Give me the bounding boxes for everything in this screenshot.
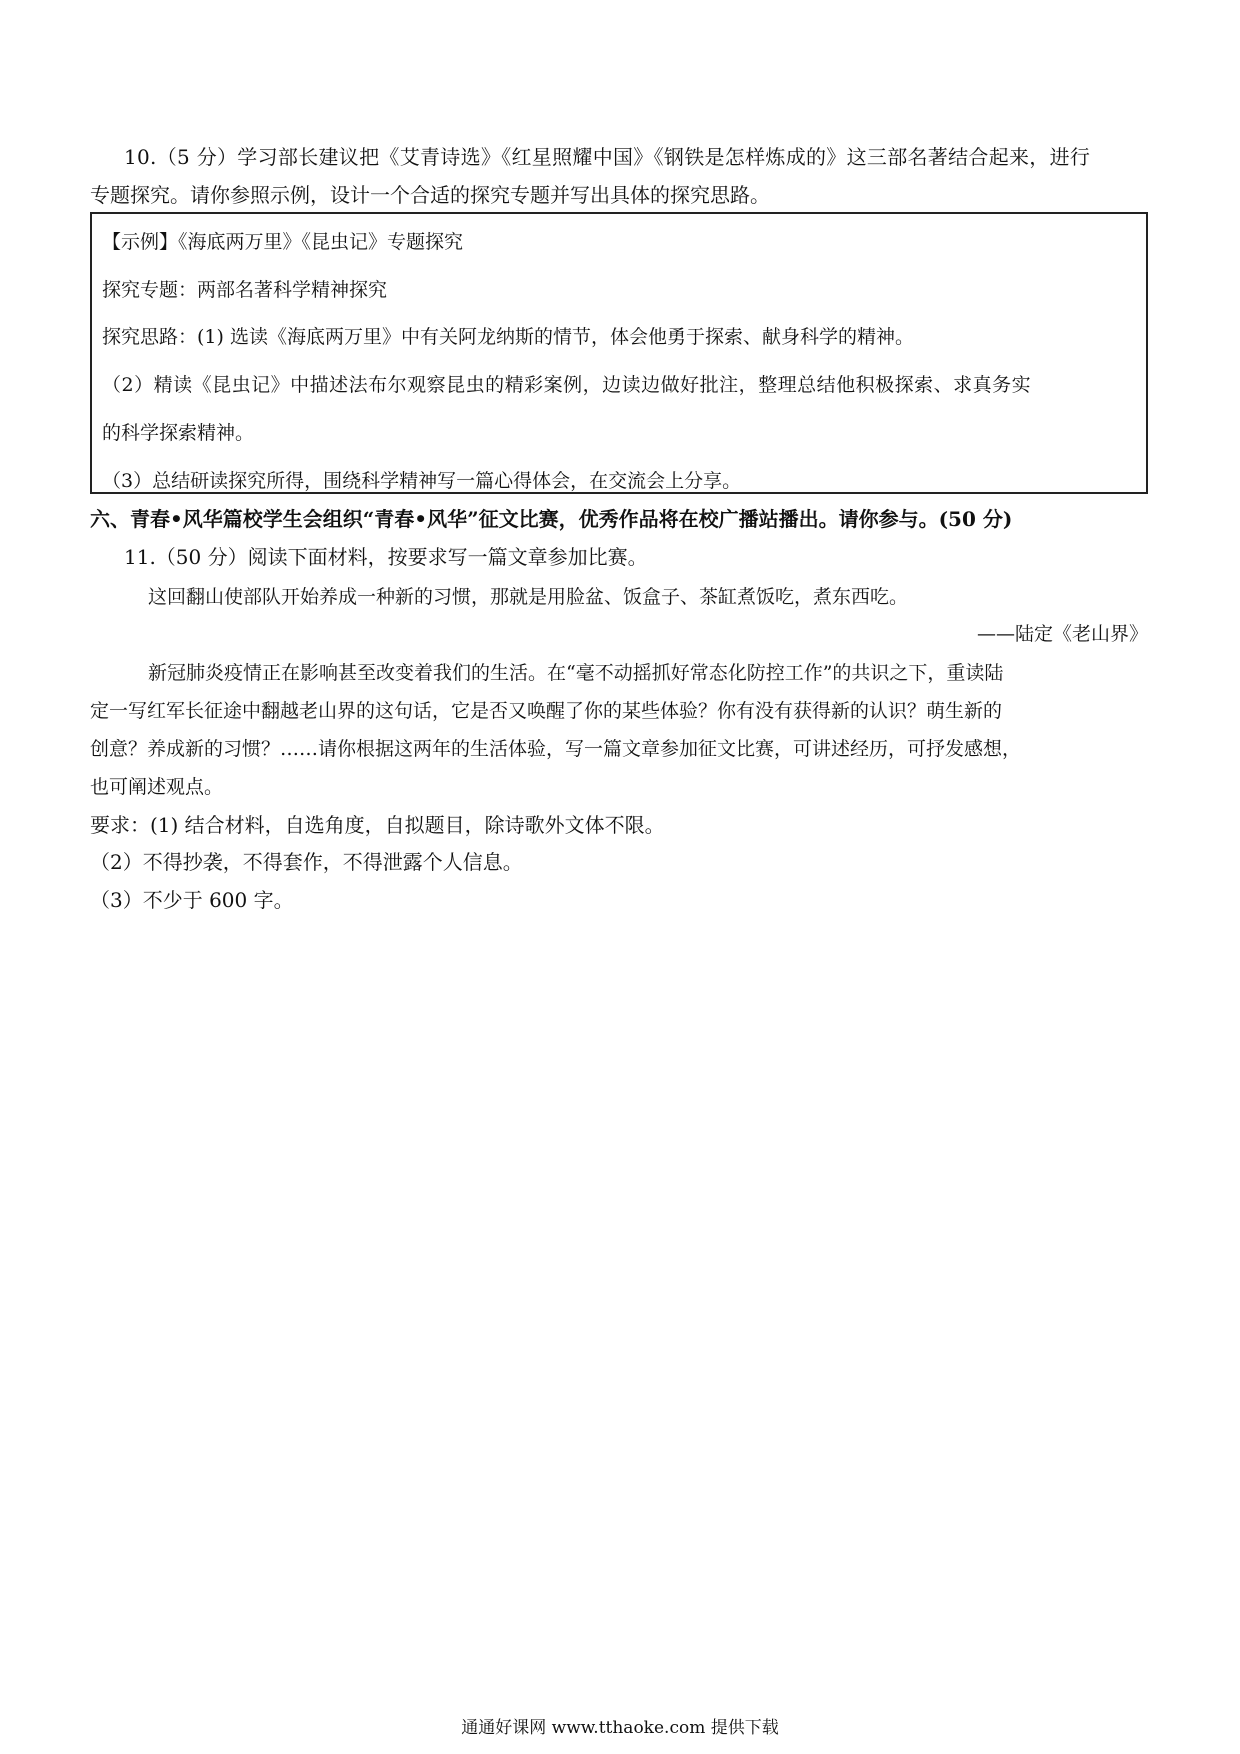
example-step-1: 探究思路：(1) 选读《海底两万里》中有关阿龙纳斯的情节，体会他勇于探索、献身科学的精神。 bbox=[102, 326, 914, 348]
section-6-title: 六、青春•风华篇校学生会组织“青春•风华”征文比赛，优秀作品将在校广播站播出。请你参与。(50 分) bbox=[90, 507, 1013, 531]
example-box bbox=[90, 212, 1148, 494]
example-title: 【示例】《海底两万里》《昆虫记》专题探究 bbox=[102, 231, 464, 253]
footer-source: 通通好课网 www.tthaoke.com 提供下载 bbox=[461, 1718, 779, 1738]
material-paragraph-line-3: 创意？养成新的习惯？……请你根据这两年的生活体验，写一篇文章参加征文比赛，可讲述经历，可抒发感想， bbox=[90, 738, 1022, 760]
material-paragraph-line-2: 定一写红军长征途中翻越老山界的这句话，它是否又唤醒了你的某些体验？你有没有获得新的认识？萌生新的 bbox=[90, 700, 1003, 722]
material-quote: 这回翻山使部队开始养成一种新的习惯，那就是用脸盆、饭盒子、茶缸煮饭吃，煮东西吃。 bbox=[148, 586, 909, 608]
example-step-2-cont: 的科学探索精神。 bbox=[102, 422, 255, 444]
example-step-3: （3）总结研读探究所得，围绕科学精神写一篇心得体会，在交流会上分享。 bbox=[102, 470, 742, 492]
question-11-intro: 11.（50 分）阅读下面材料，按要求写一篇文章参加比赛。 bbox=[124, 545, 648, 569]
material-paragraph-line-4: 也可阐述观点。 bbox=[90, 776, 224, 798]
question-10-line-1: 10.（5 分）学习部长建议把《艾青诗选》《红星照耀中国》《钢铁是怎样炼成的》这三部名著结合起来，进行 bbox=[124, 145, 1091, 169]
requirement-1: 要求：(1) 结合材料，自选角度，自拟题目，除诗歌外文体不限。 bbox=[90, 813, 665, 837]
material-paragraph-line-1: 新冠肺炎疫情正在影响甚至改变着我们的生活。在“毫不动摇抓好常态化防控工作”的共识之下，重读陆 bbox=[148, 662, 1004, 684]
quote-attribution: ——陆定《老山界》 bbox=[976, 623, 1148, 645]
question-10-line-2: 专题探究。请你参照示例，设计一个合适的探究专题并写出具体的探究思路。 bbox=[90, 183, 770, 207]
requirement-2: （2）不得抄袭，不得套作，不得泄露个人信息。 bbox=[90, 850, 523, 874]
requirement-3: （3）不少于 600 字。 bbox=[90, 888, 294, 912]
example-step-2: （2）精读《昆虫记》中描述法布尔观察昆虫的精彩案例，边读边做好批注，整理总结他积极探索、求真务实 bbox=[102, 374, 1032, 396]
example-topic: 探究专题：两部名著科学精神探究 bbox=[102, 279, 388, 301]
